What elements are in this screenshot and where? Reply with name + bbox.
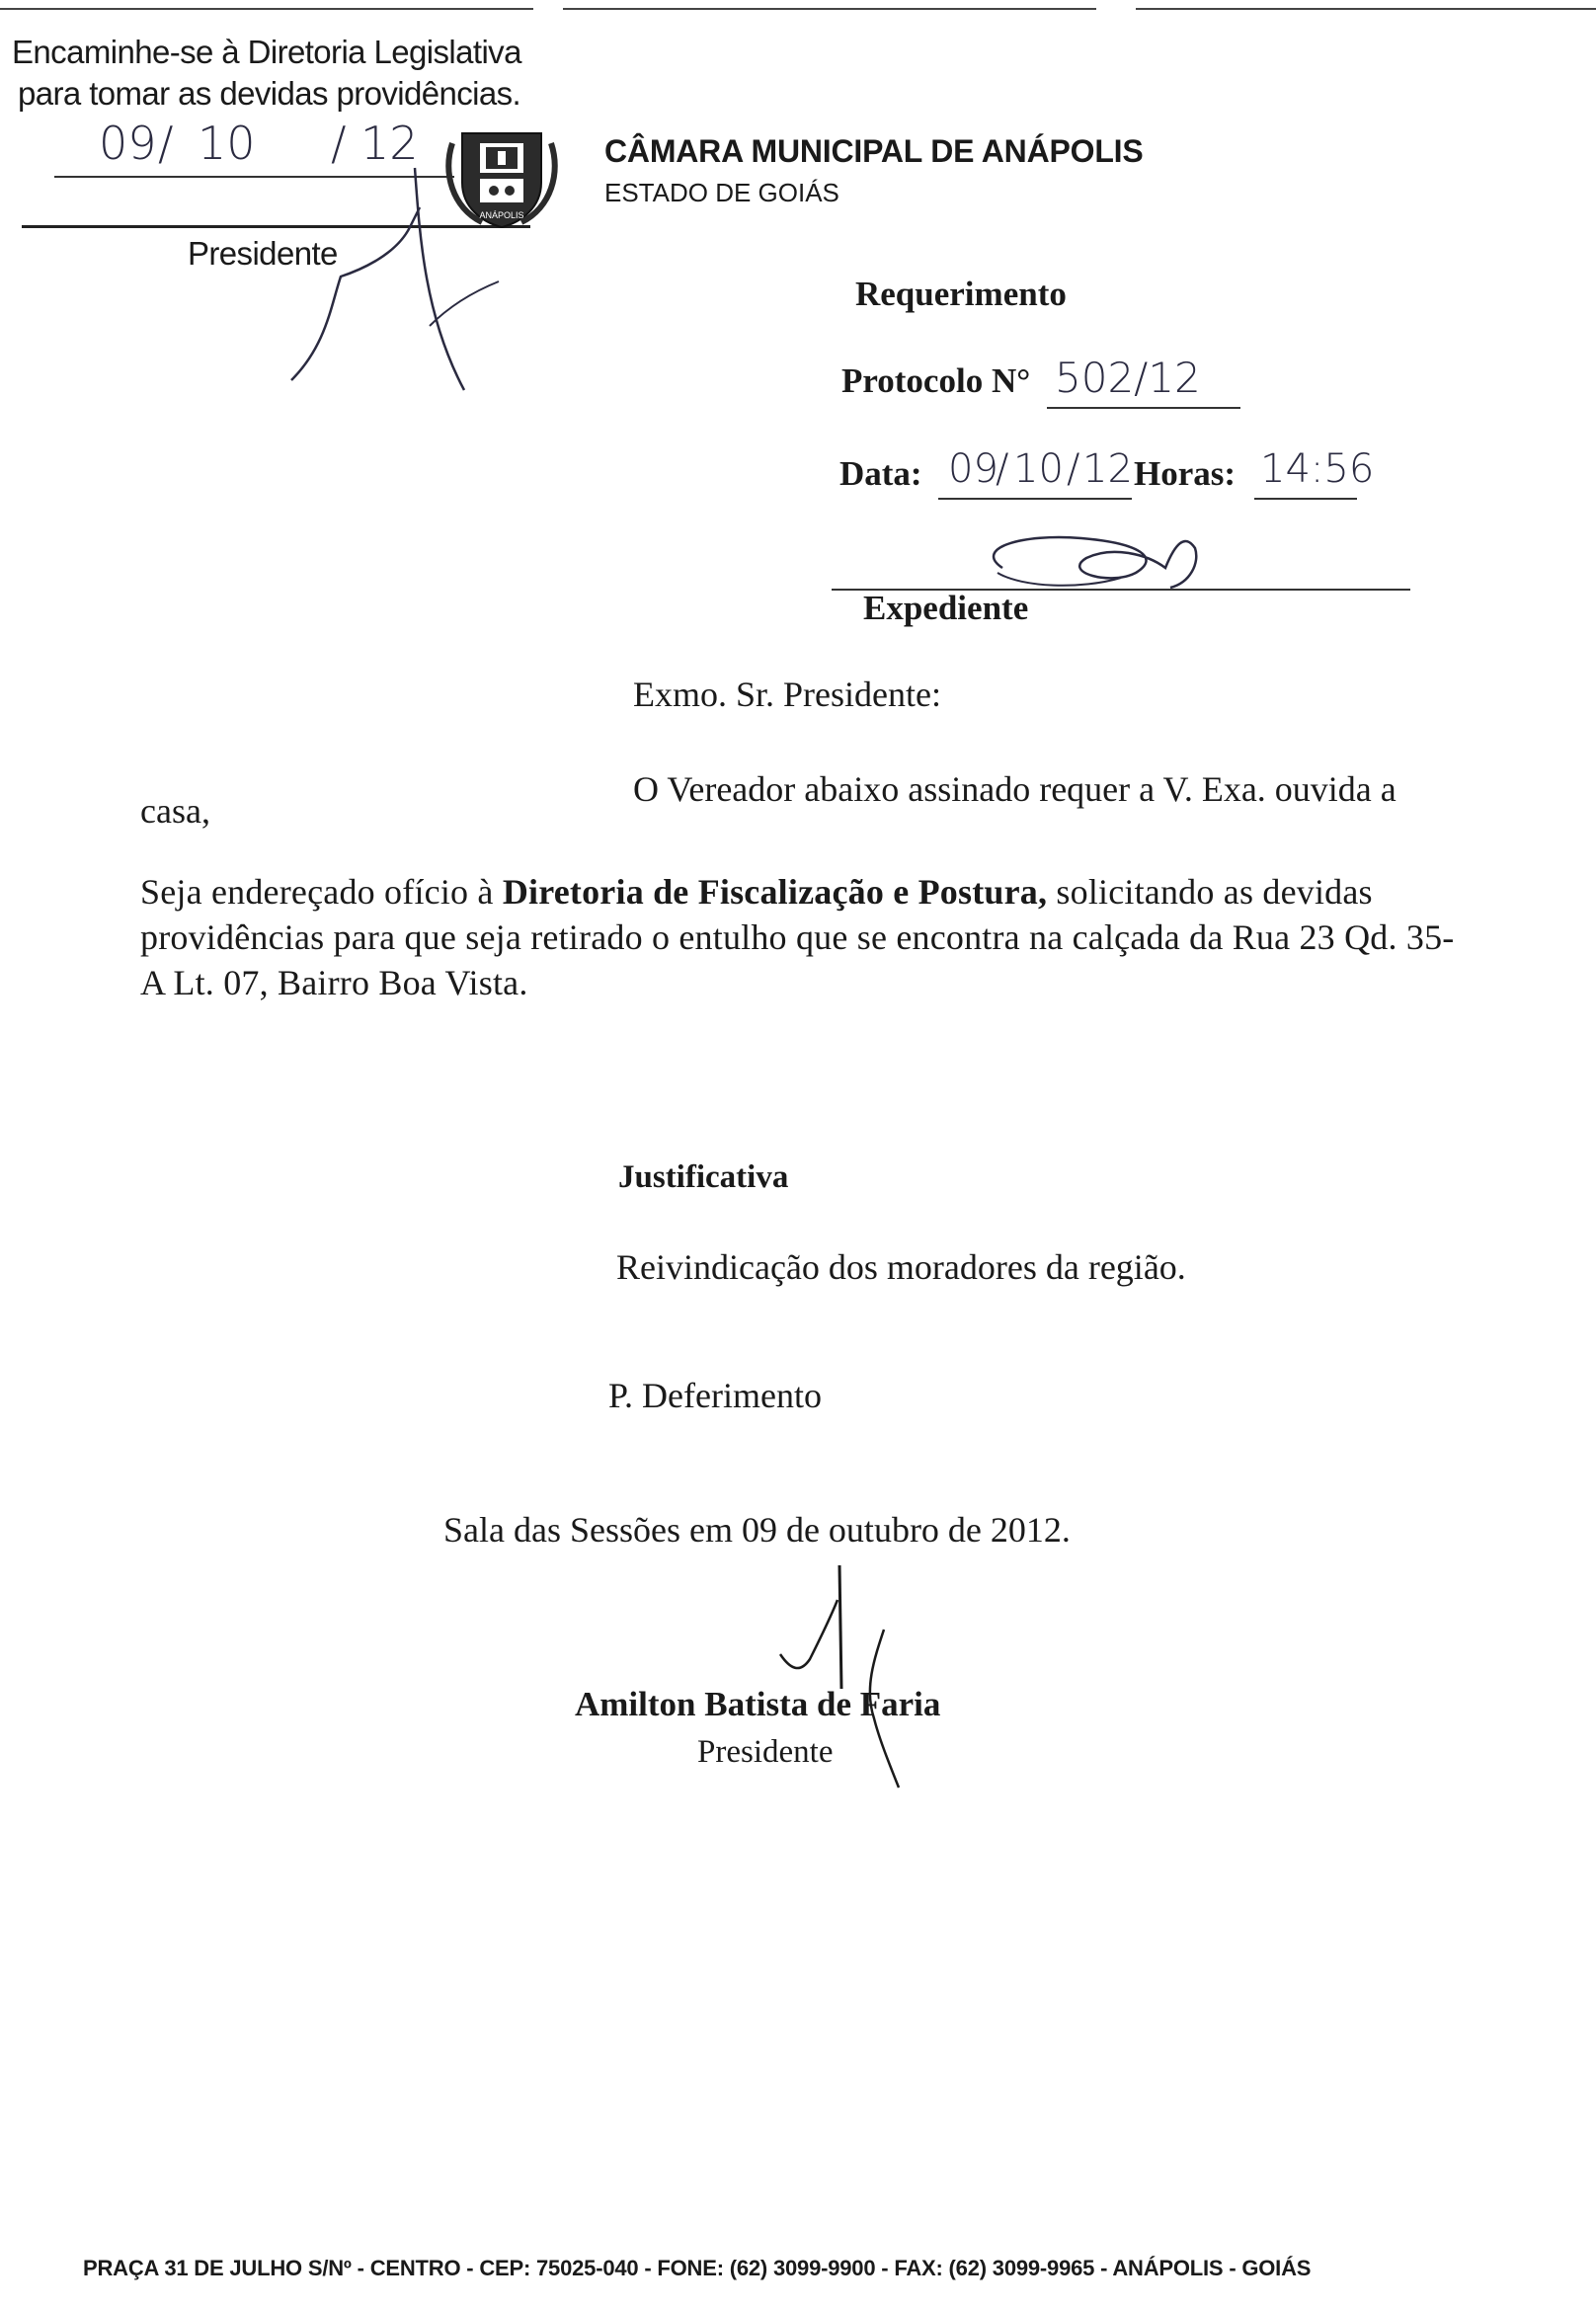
request-paragraph [140,869,1464,1005]
salutation: Exmo. Sr. Presidente: [633,675,941,714]
protocol-date-sep-2: / [1067,446,1080,492]
protocol-date-label: Data: [839,454,922,493]
justification-title: Justificativa [618,1159,789,1195]
closing-text: P. Deferimento [608,1376,822,1415]
justification-text: Reivindicação dos moradores da região. [616,1247,1186,1287]
signer-role: Presidente [697,1734,834,1770]
top-rule-left [0,8,533,10]
protocol-time-line [1254,498,1357,500]
top-rule-middle [563,8,1096,10]
municipal-seal-icon [442,114,561,232]
protocol-date-sep-1: / [996,446,1009,492]
place-date: Sala das Sessões em 09 de outubro de 2012. [443,1510,1071,1550]
top-rule-right [1136,8,1596,10]
protocol-date-month: 10 [1013,446,1064,492]
protocol-time-value: 14:56 [1260,446,1375,492]
dispatch-role: Presidente [188,235,338,272]
request-recipient: Diretoria de Fiscalização e Postura, [502,872,1048,912]
request-text-start: Seja endereçado ofício à [140,872,503,912]
dispatch-line-1: Encaminhe-se à Diretoria Legislativa [12,34,521,70]
dispatch-date-month: 10 [198,117,256,170]
intro-text: O Vereador abaixo assinado requer a V. Exa. ouvida a [633,769,1396,809]
intro-tail: casa, [140,791,210,831]
protocol-date-day: 09 [948,446,998,492]
protocol-time-label: Horas: [1134,454,1237,493]
state-name: ESTADO DE GOIÁS [604,178,839,207]
protocol-number-line [1047,407,1240,409]
dispatch-line-2: para tomar as devidas providências. [18,75,521,112]
protocol-date-line [938,498,1132,500]
footer-address: PRAÇA 31 DE JULHO S/Nº - CENTRO - CEP: 75025-040 - FONE: (62) 3099-9900 - FAX: (62) 3099-9965 - ANÁPOLIS - GOIÁS [83,2256,1312,2280]
dispatch-date-year: 12 [360,117,419,170]
request-text-end: solicitando as devidas providências para que seja retirado o entulho que se encontra na calçada da Rua 23 Qd. 35-A Lt. 07, Bairro Boa Vista. [140,872,1455,1002]
institution-name: CÂMARA MUNICIPAL DE ANÁPOLIS [604,133,1144,169]
protocol-date-year: 12 [1082,446,1133,492]
signer-name: Amilton Batista de Faria [575,1685,941,1723]
seal-text: ANÁPOLIS [479,210,524,220]
document-title: Requerimento [855,275,1067,313]
expediente-label: Expediente [863,589,1029,627]
dispatch-date-sep-2: / [331,117,347,170]
protocol-number-label: Protocolo N° [841,361,1031,400]
dispatch-date-sep-1: / [158,117,174,170]
dispatch-date-day: 09 [99,117,157,170]
protocol-number-value: 502/12 [1055,354,1201,402]
